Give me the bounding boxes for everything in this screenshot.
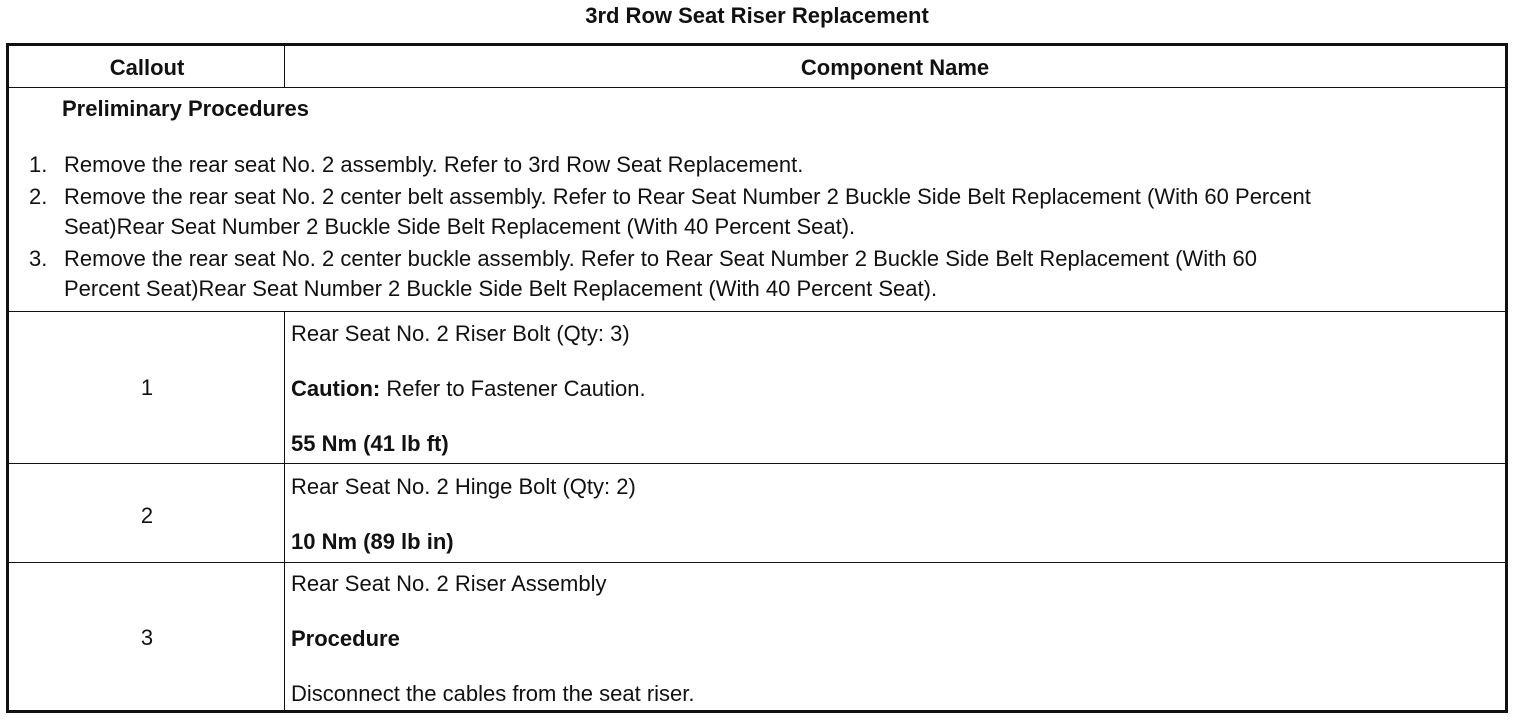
caution-label: Caution: [291,376,381,401]
step-number: 1. [29,152,48,177]
step-text: Remove the rear seat No. 2 assembly. Refer to 3rd Row Seat Replacement. [64,152,804,177]
callout-number: 3 [140,625,154,650]
preliminary-rule [9,311,1505,312]
header-callout: Callout [109,55,185,80]
torque-spec: 10 Nm (89 lb in) [291,529,454,554]
procedure-text: Disconnect the cables from the seat riser. [291,681,695,706]
step-text-line1: Remove the rear seat No. 2 center buckle assembly. Refer to Rear Seat Number 2 Buckle Side Belt Replacement (With 60 [64,246,1258,271]
component-name: Rear Seat No. 2 Riser Bolt (Qty: 3) [291,321,630,346]
component-name: Rear Seat No. 2 Riser Assembly [291,571,607,596]
step-number: 3. [29,246,48,271]
preliminary-heading: Preliminary Procedures [62,96,310,121]
row-rule [9,562,1505,563]
caution-note [291,375,646,403]
step-number: 2. [29,184,48,209]
header-component-name: Component Name [800,55,990,80]
document-title: 3rd Row Seat Riser Replacement [585,3,929,28]
callout-number: 2 [140,503,154,528]
step-text-line1: Remove the rear seat No. 2 center belt assembly. Refer to Rear Seat Number 2 Buckle Side Belt Replacement (With 60 Percent [64,184,1311,209]
step-text-line2: Seat)Rear Seat Number 2 Buckle Side Belt Replacement (With 40 Percent Seat). [64,214,856,239]
caution-text: Refer to Fastener Caution. [380,376,646,401]
component-table [6,43,1508,713]
row-rule [9,463,1505,464]
callout-number: 1 [140,375,154,400]
header-divider [284,46,285,88]
component-name: Rear Seat No. 2 Hinge Bolt (Qty: 2) [291,474,636,499]
procedure-label: Procedure [291,626,400,651]
torque-spec: 55 Nm (41 lb ft) [291,431,449,456]
header-rule [9,87,1505,88]
step-text-line2: Percent Seat)Rear Seat Number 2 Buckle Side Belt Replacement (With 40 Percent Seat). [64,276,938,301]
